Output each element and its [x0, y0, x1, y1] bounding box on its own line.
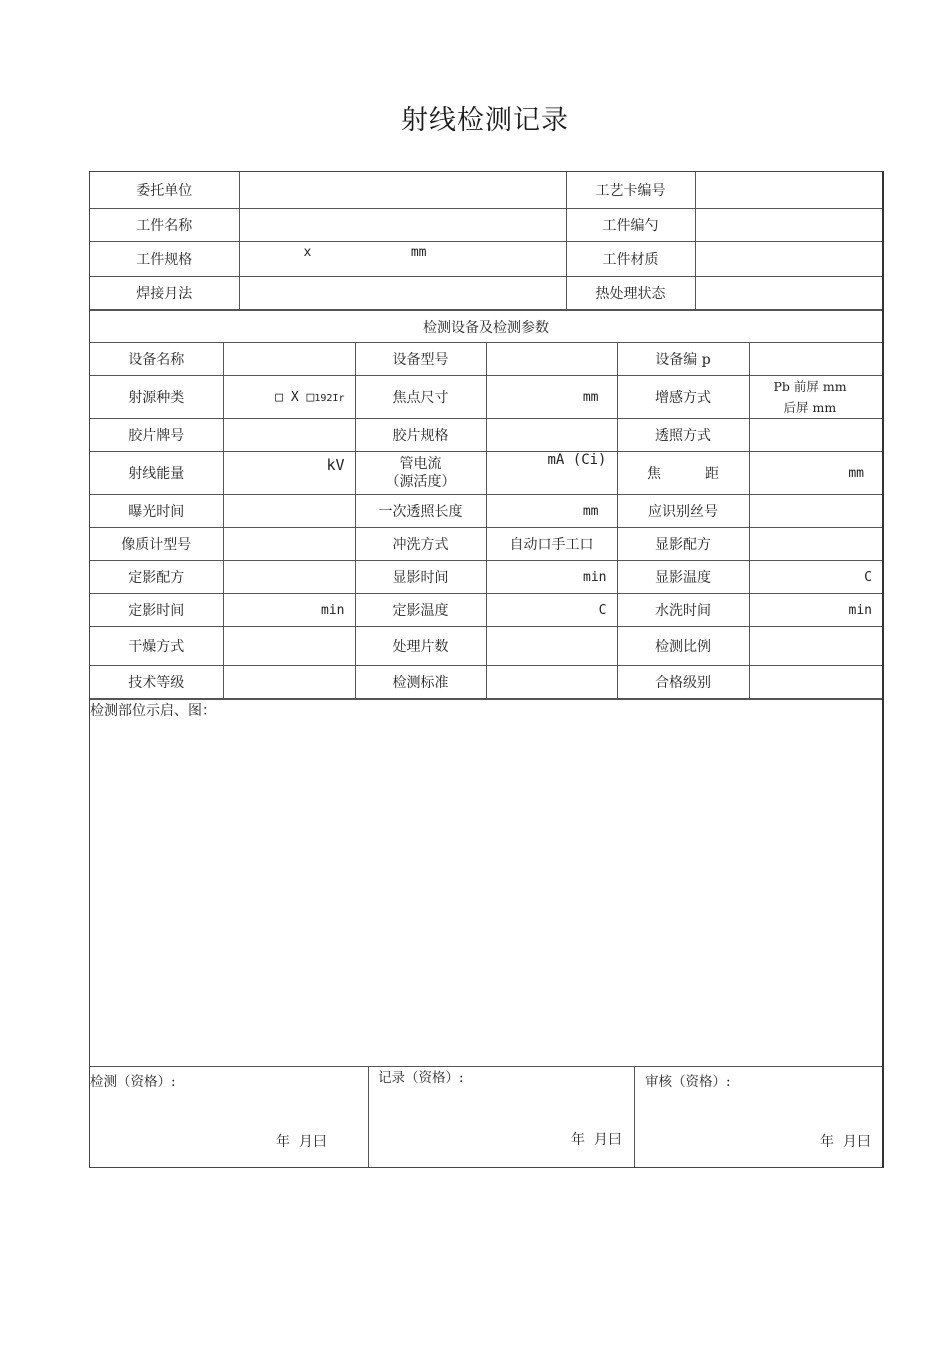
workpiece-material-label: 工件材质 [566, 242, 695, 277]
wash-time-label: 水洗时间 [617, 594, 749, 627]
focal-distance-value[interactable] [749, 452, 882, 495]
washing-method-value[interactable]: 自动口手工口 [486, 528, 617, 561]
transillumination-label: 透照方式 [617, 419, 749, 452]
wire-no-label: 应识别丝号 [617, 495, 749, 528]
table-row [90, 528, 882, 561]
device-no-value[interactable] [749, 343, 882, 376]
fixer-formula-value[interactable] [223, 561, 355, 594]
film-brand-label: 胶片牌号 [90, 419, 223, 452]
tech-level-label: 技术等级 [90, 666, 223, 699]
unit-mm: mm [582, 503, 599, 519]
ray-energy-label: 射线能量 [90, 452, 223, 495]
process-count-value[interactable] [486, 627, 617, 666]
unit-c: C [864, 569, 872, 585]
section-title: 检测设备及检测参数 [90, 311, 882, 343]
iqi-model-label: 像质计型号 [90, 528, 223, 561]
table-row [90, 311, 882, 343]
developer-formula-label: 显影配方 [617, 528, 749, 561]
exposure-time-value[interactable] [223, 495, 355, 528]
table-row [90, 561, 882, 594]
tube-current-text: 管电流 [399, 456, 442, 472]
workpiece-spec-label: 工件规格 [90, 242, 239, 277]
review-label: 审核（资格）: [645, 1074, 731, 1090]
single-length-label: 一次透照长度 [355, 495, 486, 528]
pass-level-label: 合格级别 [617, 666, 749, 699]
page-title: 射线检测记录 [401, 105, 569, 136]
device-name-label: 设备名称 [90, 343, 223, 376]
workpiece-no-value[interactable] [695, 209, 882, 242]
source-activity-text: （源活度） [385, 474, 456, 490]
device-name-value[interactable] [223, 343, 355, 376]
table-row [90, 277, 882, 310]
workpiece-info-table [90, 172, 882, 310]
signature-row [90, 1066, 882, 1167]
transillumination-value[interactable] [749, 419, 882, 452]
date-month-day: 月曰 [298, 1134, 327, 1150]
record-form [89, 171, 884, 1168]
heat-treatment-label: 热处理状态 [566, 277, 695, 310]
detect-ratio-label: 检测比例 [617, 627, 749, 666]
table-row [90, 452, 882, 495]
table-row [90, 376, 882, 419]
device-model-value[interactable] [486, 343, 617, 376]
pass-level-value[interactable] [749, 666, 882, 699]
workpiece-name-value[interactable] [239, 209, 566, 242]
focal-size-value[interactable] [486, 376, 617, 419]
spec-x: x [303, 245, 312, 260]
wire-no-value[interactable] [749, 495, 882, 528]
unit-ma: mA (Ci) [547, 452, 607, 468]
dry-method-value[interactable] [223, 627, 355, 666]
table-row [90, 172, 882, 209]
entrust-unit-label: 委托单位 [90, 172, 239, 209]
detect-standard-value[interactable] [486, 666, 617, 699]
table-row [90, 495, 882, 528]
source-checkboxes[interactable]: □ X □ [275, 389, 315, 405]
washing-method-label: 冲洗方式 [355, 528, 486, 561]
date-month-day: 月曰 [593, 1132, 622, 1148]
source-ir: 192Ir [314, 392, 345, 404]
params-table [90, 310, 882, 699]
tech-level-value[interactable] [223, 666, 355, 699]
film-brand-value[interactable] [223, 419, 355, 452]
table-row [90, 242, 882, 277]
process-card-label: 工艺卡编号 [566, 172, 695, 209]
heat-treatment-value[interactable] [695, 277, 882, 310]
film-spec-label: 胶片规格 [355, 419, 486, 452]
source-type-label: 射源种类 [90, 376, 223, 419]
diagram-label: 检测部位示启、图： [90, 703, 216, 719]
detect-standard-label: 检测标准 [355, 666, 486, 699]
device-model-label: 设备型号 [355, 343, 486, 376]
develop-temp-value[interactable] [749, 561, 882, 594]
welding-method-label: 焊接月法 [90, 277, 239, 310]
tube-current-value[interactable] [486, 452, 617, 495]
table-row [90, 343, 882, 376]
workpiece-material-value[interactable] [695, 242, 882, 277]
inspect-label: 检测（资格）: [90, 1074, 176, 1090]
workpiece-name-label: 工件名称 [90, 209, 239, 242]
dry-method-label: 干燥方式 [90, 627, 223, 666]
unit-mm: mm [848, 465, 864, 481]
ray-energy-value[interactable] [223, 452, 355, 495]
fix-time-value[interactable] [223, 594, 355, 627]
detect-ratio-value[interactable] [749, 627, 882, 666]
record-date [571, 1129, 622, 1149]
iqi-model-value[interactable] [223, 528, 355, 561]
focal-distance-char2: 距 [705, 466, 719, 482]
workpiece-no-label: 工件编勺 [566, 209, 695, 242]
table-row [90, 209, 882, 242]
unit-min: min [583, 569, 607, 585]
fix-time-label: 定影时间 [90, 594, 223, 627]
date-month-day: 月曰 [842, 1134, 871, 1150]
develop-time-value[interactable] [486, 561, 617, 594]
unit-kv: kV [326, 456, 345, 474]
date-year: 年 [276, 1134, 290, 1150]
welding-method-value[interactable] [239, 277, 566, 310]
record-label: 记录（资格）: [378, 1070, 464, 1086]
focal-size-label: 焦点尺寸 [355, 376, 486, 419]
source-type-value[interactable] [223, 376, 355, 419]
review-sign-cell[interactable] [635, 1067, 882, 1167]
record-sign-cell[interactable] [369, 1067, 635, 1167]
fix-temp-label: 定影温度 [355, 594, 486, 627]
intensify-method-label: 增感方式 [617, 376, 749, 419]
table-row [90, 666, 882, 699]
table-row [90, 627, 882, 666]
unit-mm: mm [582, 389, 599, 405]
front-screen: Pb 前屏 mm [773, 379, 847, 394]
intensify-method-value[interactable] [749, 376, 882, 419]
fixer-formula-label: 定影配方 [90, 561, 223, 594]
workpiece-spec-value[interactable] [239, 242, 566, 277]
fix-temp-value[interactable] [486, 594, 617, 627]
back-screen: 后屏 mm [783, 400, 837, 415]
inspect-sign-cell[interactable] [90, 1067, 369, 1167]
device-no-label: 设备编 p [617, 343, 749, 376]
spec-mm: mm [410, 245, 427, 260]
developer-formula-value[interactable] [749, 528, 882, 561]
date-year: 年 [820, 1134, 834, 1150]
unit-min: min [321, 602, 345, 618]
process-card-value[interactable] [695, 172, 882, 209]
develop-time-label: 显影时间 [355, 561, 486, 594]
process-count-label: 处理片数 [355, 627, 486, 666]
unit-c: C [598, 602, 607, 618]
unit-min: min [848, 602, 872, 618]
table-row [90, 419, 882, 452]
focal-distance-label [617, 452, 749, 495]
date-year: 年 [571, 1132, 585, 1148]
review-date [820, 1131, 871, 1151]
film-spec-value[interactable] [486, 419, 617, 452]
develop-temp-label: 显影温度 [617, 561, 749, 594]
single-length-value[interactable] [486, 495, 617, 528]
tube-current-label [355, 452, 486, 495]
exposure-time-label: 曝光时间 [90, 495, 223, 528]
entrust-unit-value[interactable] [239, 172, 566, 209]
focal-distance-char1: 焦 [647, 466, 661, 482]
wash-time-value[interactable] [749, 594, 882, 627]
inspection-diagram-area[interactable] [90, 699, 882, 1066]
table-row [90, 594, 882, 627]
inspect-date [276, 1131, 327, 1151]
